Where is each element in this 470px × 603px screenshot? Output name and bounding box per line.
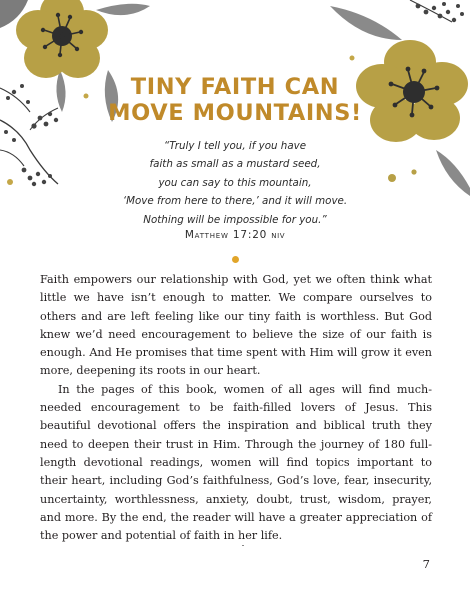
bible-version: NIV: [271, 232, 286, 240]
introduction-text: [40, 271, 432, 545]
scripture-quote: [0, 137, 470, 229]
title-line-1: TINY FAITH CAN: [130, 74, 340, 100]
paragraph: In the pages of this book, women of all ages will find much-needed encouragement to be faith-filled lovers of Jesus. This beautiful devotional offers the inspiration and biblical truth they need to deepen their trust in Him. Through the journey of 180 full-length devotional readings, women will find topics important to their heart, including God’s faithfulness, God’s love, fear, insecurity, uncertainty, worthlessness, anxiety, doubt, trust, wisdom, prayer, and more. By the end, the reader will have a greater appreciation of the power and potential of faith in her life.: [40, 382, 432, 543]
dot-divider-icon: [232, 256, 239, 263]
page-title: [0, 74, 470, 126]
verse-line: ‘Move from here to there,’ and it will move.: [122, 195, 348, 208]
scripture-reference: [0, 229, 470, 241]
title-line-2: MOVE MOUNTAINS!: [108, 100, 362, 126]
verse-line: Nothing will be impossible for you.”: [143, 213, 327, 226]
paragraph: Faith empowers our relationship with God, yet we often think what little we have isn’t enough to matter. We compare ourselves to others and are left feeling like our tiny faith is worthless. But God knew we’d need encouragement to believe the size of our faith is enough. And He promises that time spent with Him will grow it even more, deepening its roots in our heart.: [40, 273, 432, 378]
verse-line: faith as small as a mustard seed,: [149, 158, 321, 171]
print-mark: [242, 545, 244, 546]
page-number: 7: [422, 557, 430, 571]
verse-line: you can say to this mountain,: [158, 176, 312, 189]
verse-line: “Truly I tell you, if you have: [163, 140, 307, 152]
reference-citation: Matthew 17:20: [184, 229, 272, 241]
